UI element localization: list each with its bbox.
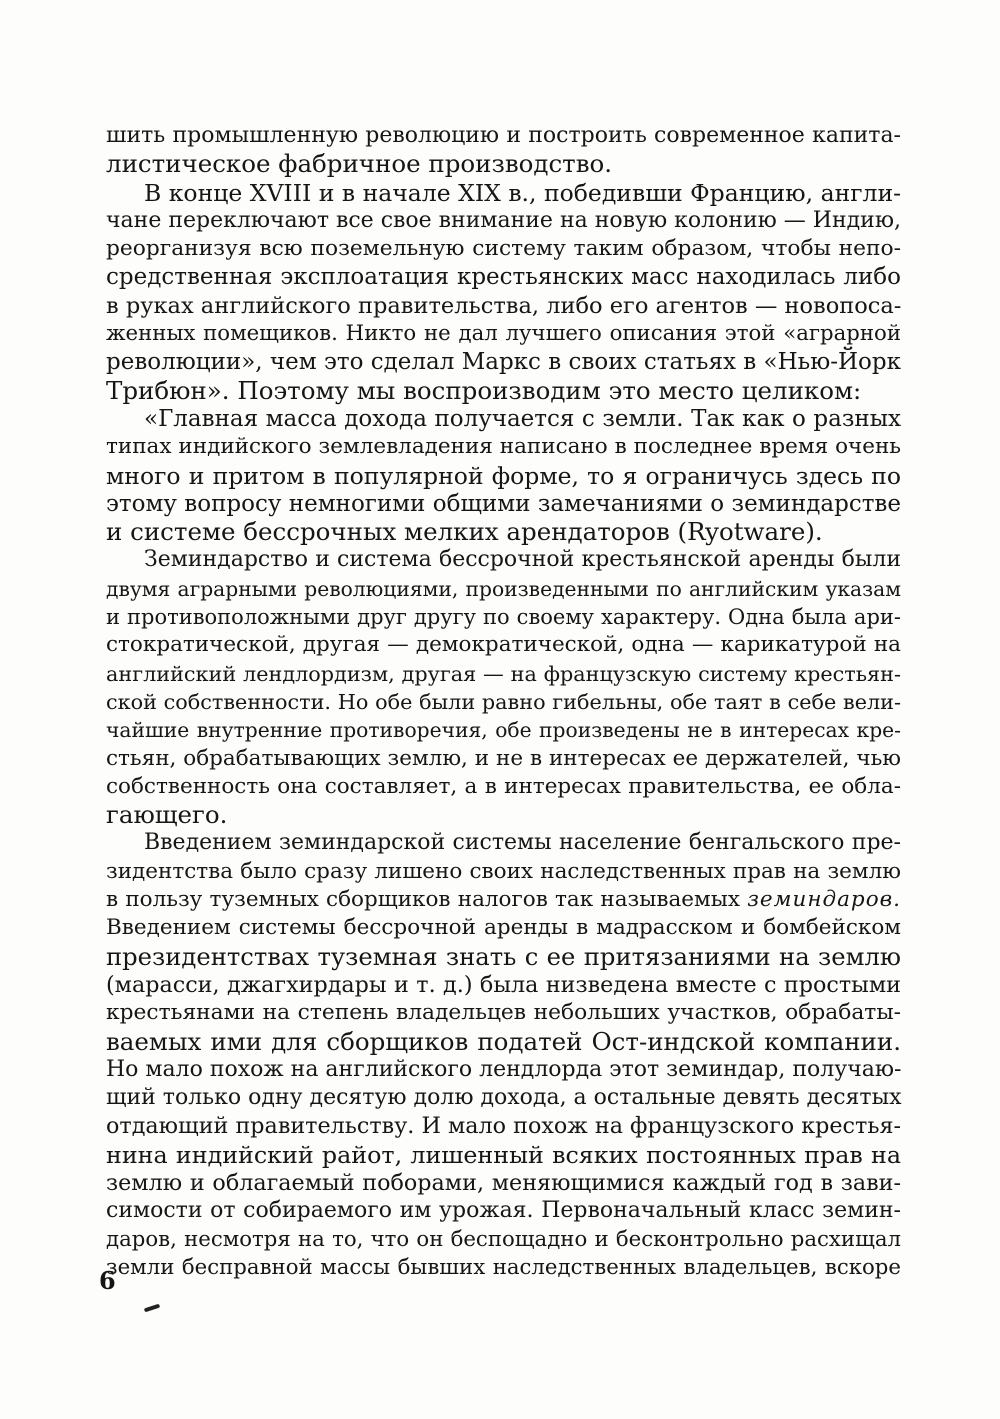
text-line xyxy=(106,914,901,942)
text-line-content: чайшие внутренние противоречия, обе произведены не в интересах кре- xyxy=(106,718,901,743)
text-line-content: двумя аграрными революциями, произведенными по английским указам xyxy=(106,576,901,601)
text-line xyxy=(106,1056,901,1084)
text-line xyxy=(106,688,901,716)
text-line xyxy=(106,660,901,688)
text-line xyxy=(106,1254,901,1282)
text-line-content: ваемых ими для сборщиков податей Ост-индской компании. xyxy=(106,1026,901,1056)
text-line xyxy=(106,1197,901,1225)
text-line xyxy=(106,943,901,971)
text-line xyxy=(106,490,901,518)
text-line xyxy=(106,518,901,546)
text-line xyxy=(106,773,901,801)
text-line-content: Введением земиндарской системы население бенгальского пре- xyxy=(144,830,901,856)
text-line-content: женных помещиков. Никто не дал лучшего описания этой «аграрной xyxy=(106,321,901,347)
text-line-content: шить промышленную революцию и построить современное капита- xyxy=(106,123,901,148)
text-line xyxy=(106,263,901,291)
text-line xyxy=(106,179,901,207)
text-line-content: Земиндарство и система бессрочной крестьянской аренды были xyxy=(144,547,901,573)
text-line xyxy=(106,801,901,829)
text-line-content: и системе бессрочных мелких арендаторов (Ryotware). xyxy=(106,517,823,547)
text-line xyxy=(106,150,901,178)
text-line-content: много и притом в популярной форме, то я ограничусь здесь по xyxy=(106,461,901,490)
text-line-content: даров, несмотря на то, что он беспощадно и бесконтрольно расхищал xyxy=(106,1226,901,1252)
text-line-content: симости от собираемого им урожая. Первоначальный класс земин- xyxy=(106,1198,901,1224)
text-line xyxy=(106,122,901,150)
text-line-content: революции», чем это сделал Маркс в своих статьях в «Нью-Йорк xyxy=(106,349,901,376)
text-line xyxy=(106,1084,901,1112)
text-line-content: чане переключают все свое внимание на новую колонию — Индию, xyxy=(106,207,901,233)
text-line xyxy=(106,603,901,631)
text-line-content: землю и облагаемый поборами, меняющимися каждый год в зави- xyxy=(106,1169,901,1196)
text-line xyxy=(106,1141,901,1169)
text-line-content: нина индийский райот, лишенный всяких постоянных прав на xyxy=(106,1140,901,1169)
text-line-content: в руках английского правительства, либо его агентов — новопоса- xyxy=(106,292,902,319)
text-line-content: Но мало похож на английского лендлорда этот земиндар, получаю- xyxy=(106,1056,902,1082)
text-line-content: реорганизуя всю поземельную систему таким образом, чтобы непо- xyxy=(106,236,901,262)
text-line-content: (марасси, джагхирдары и т. д.) была низведена вместе с простыми xyxy=(106,971,901,998)
text-line xyxy=(106,829,901,857)
text-line-content: зидентства было сразу лишено своих наследственных прав на землю xyxy=(106,858,901,884)
text-line-content: типах индийского землевладения написано в последнее время очень xyxy=(106,434,901,460)
text-line xyxy=(106,546,901,574)
text-line-content: этому вопросу немногими общими замечаниями о земиндарстве xyxy=(106,490,901,517)
text-line xyxy=(106,631,901,659)
text-line-content: щий только одну десятую долю дохода, а остальные девять десятых xyxy=(106,1085,902,1111)
text-line xyxy=(106,1169,901,1197)
text-line-content: Трибюн». Поэтому мы воспроизводим это место целиком: xyxy=(106,375,862,405)
italic-term: земиндаров. xyxy=(747,887,901,913)
text-line xyxy=(106,292,901,320)
text-line-content: стократической, другая — демократической, одна — карикатурой на xyxy=(106,632,901,658)
text-line xyxy=(106,999,901,1027)
text-line-content: листическое фабричное производство. xyxy=(106,149,613,179)
text-line-content: крестьянами на степень владельцев небольших участков, обрабаты- xyxy=(106,1000,901,1026)
text-line xyxy=(106,207,901,235)
text-line-content: собственность она составляет, а в интересах правительства, ее обла- xyxy=(106,773,901,799)
text-line-content: «Главная масса дохода получается с земли. Так как о разных xyxy=(144,405,901,432)
body-text xyxy=(106,122,901,1282)
text-line xyxy=(106,716,901,744)
text-line-content: стьян, обрабатывающих землю, и не в интересах ее держателей, чью xyxy=(106,745,901,771)
text-line-content: средственная эксплоатация крестьянских масс находилась либо xyxy=(106,264,901,291)
text-line-content: в пользу туземных сборщиков налогов так называемых xyxy=(106,887,748,913)
text-line xyxy=(106,462,901,490)
text-line xyxy=(106,1112,901,1140)
text-line-content: ской собственности. Но обе были равно гибельны, обе таят в себе вели- xyxy=(106,689,901,714)
page-number: 6 xyxy=(99,1266,116,1295)
text-line-content: гающего. xyxy=(106,800,228,830)
text-line-content: Введением системы бессрочной аренды в мадрасском и бомбейском xyxy=(106,915,901,941)
text-line xyxy=(106,575,901,603)
text-line xyxy=(106,886,901,914)
text-line xyxy=(106,377,901,405)
text-line xyxy=(106,405,901,433)
text-line-content: президентствах туземная знать с ее притязаниями на землю xyxy=(106,941,901,971)
text-line xyxy=(106,320,901,348)
print-speck xyxy=(144,1304,160,1313)
text-line xyxy=(106,858,901,886)
text-line-content: английский лендлордизм, другая — на французскую систему крестьян- xyxy=(106,661,901,686)
text-line xyxy=(106,433,901,461)
text-line xyxy=(106,1028,901,1056)
text-line xyxy=(106,235,901,263)
text-line-content: В конце XVIII и в начале XIX в., победивши Францию, англи- xyxy=(144,178,902,207)
text-line-content: земли бесправной массы бывших наследственных владельцев, вскоре xyxy=(106,1254,901,1280)
text-line-content: отдающий правительству. И мало похож на французского крестья- xyxy=(106,1113,901,1140)
text-line xyxy=(106,348,901,376)
text-line xyxy=(106,745,901,773)
text-line-content: и противоположными друг другу по своему характеру. Одна была ари- xyxy=(106,605,901,630)
text-line xyxy=(106,971,901,999)
text-line xyxy=(106,1226,901,1254)
